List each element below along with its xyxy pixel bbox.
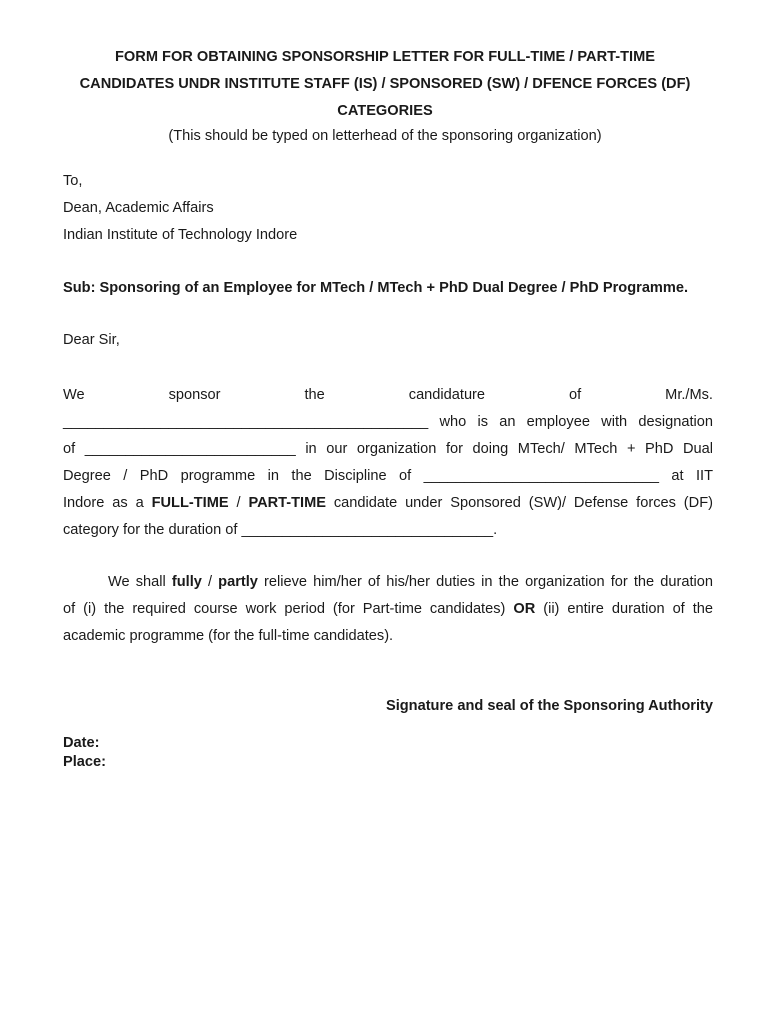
form-title — [40, 44, 730, 125]
relief-line-3: academic programme (for the full-time candidates). — [63, 628, 394, 644]
part-time-label: PART-TIME — [248, 495, 326, 511]
word: the — [304, 387, 325, 403]
paragraph-line-5 — [63, 490, 713, 517]
word: candidature — [408, 387, 486, 403]
relief-line-1 — [63, 569, 713, 596]
paragraph-line-3: of __________________________ in our organization for doing MTech/ MTech + PhD Dual — [63, 441, 713, 457]
text-run: candidate under Sponsored (SW)/ Defense forces (DF) — [326, 495, 713, 511]
title-line-1: FORM FOR OBTAINING SPONSORSHIP LETTER FOR FULL-TIME / PART-TIME — [115, 49, 655, 65]
date-label: Date: — [63, 735, 100, 751]
sponsorship-paragraph — [63, 382, 713, 544]
paragraph-line-2: _____________________________________________ who is an employee with designation — [63, 414, 713, 430]
address-line-2: Indian Institute of Technology Indore — [63, 227, 298, 243]
partly-label: partly — [218, 574, 258, 590]
word: Mr./Ms. — [665, 387, 713, 403]
date-place-block — [63, 734, 106, 772]
or-label: OR — [513, 601, 536, 617]
text-run: We shall — [108, 574, 172, 590]
full-time-label: FULL-TIME — [151, 495, 229, 511]
address-line-1: Dean, Academic Affairs — [63, 200, 214, 216]
signature-label: Signature and seal of the Sponsoring Authority — [385, 698, 713, 714]
address-to: To, — [63, 173, 83, 189]
paragraph-line-6: category for the duration of _______________________________. — [63, 522, 498, 538]
title-line-3: CATEGORIES — [337, 103, 433, 119]
subject-line: Sub: Sponsoring of an Employee for MTech / MTech + PhD Dual Degree / PhD Programme. — [63, 280, 689, 296]
text-run: / — [228, 495, 249, 511]
text-run: (ii) entire duration of the — [535, 601, 713, 617]
place-label: Place: — [63, 754, 106, 770]
relief-paragraph — [63, 569, 713, 650]
relief-line-2 — [63, 596, 713, 623]
word: sponsor — [168, 387, 221, 403]
recipient-address — [63, 168, 297, 249]
salutation: Dear Sir, — [63, 332, 120, 348]
fully-label: fully — [171, 574, 202, 590]
text-run: of (i) the required course work period (for Part-time candidates) — [63, 601, 514, 617]
text-run: Indore as a — [63, 495, 152, 511]
word: of — [569, 387, 582, 403]
title-line-2: CANDIDATES UNDR INSTITUTE STAFF (IS) / SPONSORED (SW) / DFENCE FORCES (DF) — [79, 76, 691, 92]
paragraph-line-4: Degree / PhD programme in the Discipline of _____________________________ at IIT — [63, 468, 713, 484]
paragraph-line-1 — [63, 382, 713, 409]
word: We — [63, 387, 85, 403]
text-run: / — [201, 574, 219, 590]
text-run: relieve him/her of his/her duties in the organization for the duration — [257, 574, 713, 590]
form-subtitle: (This should be typed on letterhead of the sponsoring organization) — [168, 128, 602, 144]
